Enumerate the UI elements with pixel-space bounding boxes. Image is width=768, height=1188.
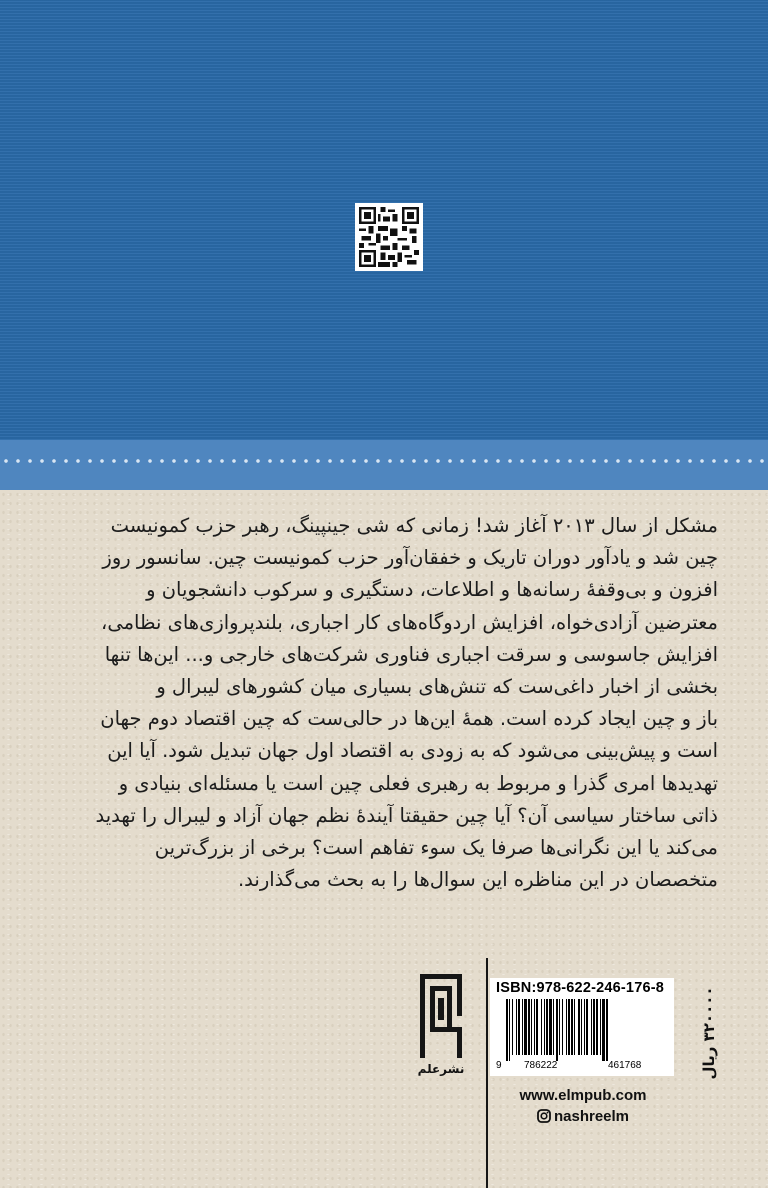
blurb-line: متخصصان در این مناظره این سوال‌ها را به بحث می‌گذارند. [237,868,718,892]
qr-code [355,203,423,271]
barcode-icon [504,999,670,1061]
qr-code-icon [359,207,419,267]
isbn-label: ISBN:978-622-246-176-8 [496,980,665,996]
isbn-digits [496,1060,674,1074]
blurb-line: است و پیش‌بینی می‌شود که به زودی به اقتصاد اول جهان تبدیل شود. آیا این [107,739,718,763]
price-container [689,983,729,1083]
isbn-digit-group1: 786222 [524,1060,558,1071]
publisher-website: www.elmpub.com [519,1087,647,1104]
blurb-line: افزایش جاسوسی و سرقت اجباری فناوری شرکت‌های خارجی و... این‌ها تنها [104,642,718,666]
publisher-name: نشرعلم [417,1062,465,1076]
publisher-logo [417,970,465,1060]
dotted-line-divider [0,458,768,464]
barcode [504,999,670,1061]
publisher-logo-icon [417,970,465,1060]
instagram-handle: nashreelm [553,1107,630,1125]
blurb-line: بخشی از اخبار داغی‌ست که تنش‌های بسیاری میان کشورهای لیبرال و [156,675,718,699]
blurb-line: باز و چین ایجاد کرده است. همهٔ این‌ها در حالی‌ست که چین اقتصاد دوم جهان [100,707,718,731]
isbn-digit-group2: 461768 [608,1060,642,1071]
blurb-line: ذاتی ساختار سیاسی آن؟ آیا چین حقیقتا آیندهٔ نظم جهان آزاد و لیبرال را تهدید [95,803,718,827]
blurb-line: مشکل از سال ۲۰۱۳ آغاز شد! زمانی که شی جینپینگ، رهبر حزب کمونیست [110,514,718,537]
isbn-digit-lead: 9 [496,1060,502,1071]
blurb-line: معترضین آزادی‌خواه، افزایش اردوگاه‌های کار اجباری، بلندپروازی‌های نظامی، [101,610,718,634]
blurb-line: تهدیدها امری گذرا و مربوط به رهبری فعلی چین است یا مسئله‌ای بنیادی و [118,771,718,795]
price-label: ۳۲۰۰۰۰ ریال [700,986,718,1080]
instagram-icon [537,1109,551,1123]
blurb-line: چین شد و یادآور دوران تاریک و خفقان‌آور حزب کمونیست چین. سانسور روز [102,546,718,570]
blurb-line: افزون و بی‌وقفهٔ رسانه‌ها و اطلاعات، دستگیری و سرکوب دانشجویان و [146,578,718,602]
decorative-band [0,440,768,490]
spine-divider-line [486,958,488,1188]
instagram-contact [508,1106,658,1126]
book-blurb [52,510,718,896]
blurb-line: می‌کند یا این نگرانی‌ها صرفا یک سوء تفاهم است؟ برخی از بزرگ‌ترین [154,836,718,860]
